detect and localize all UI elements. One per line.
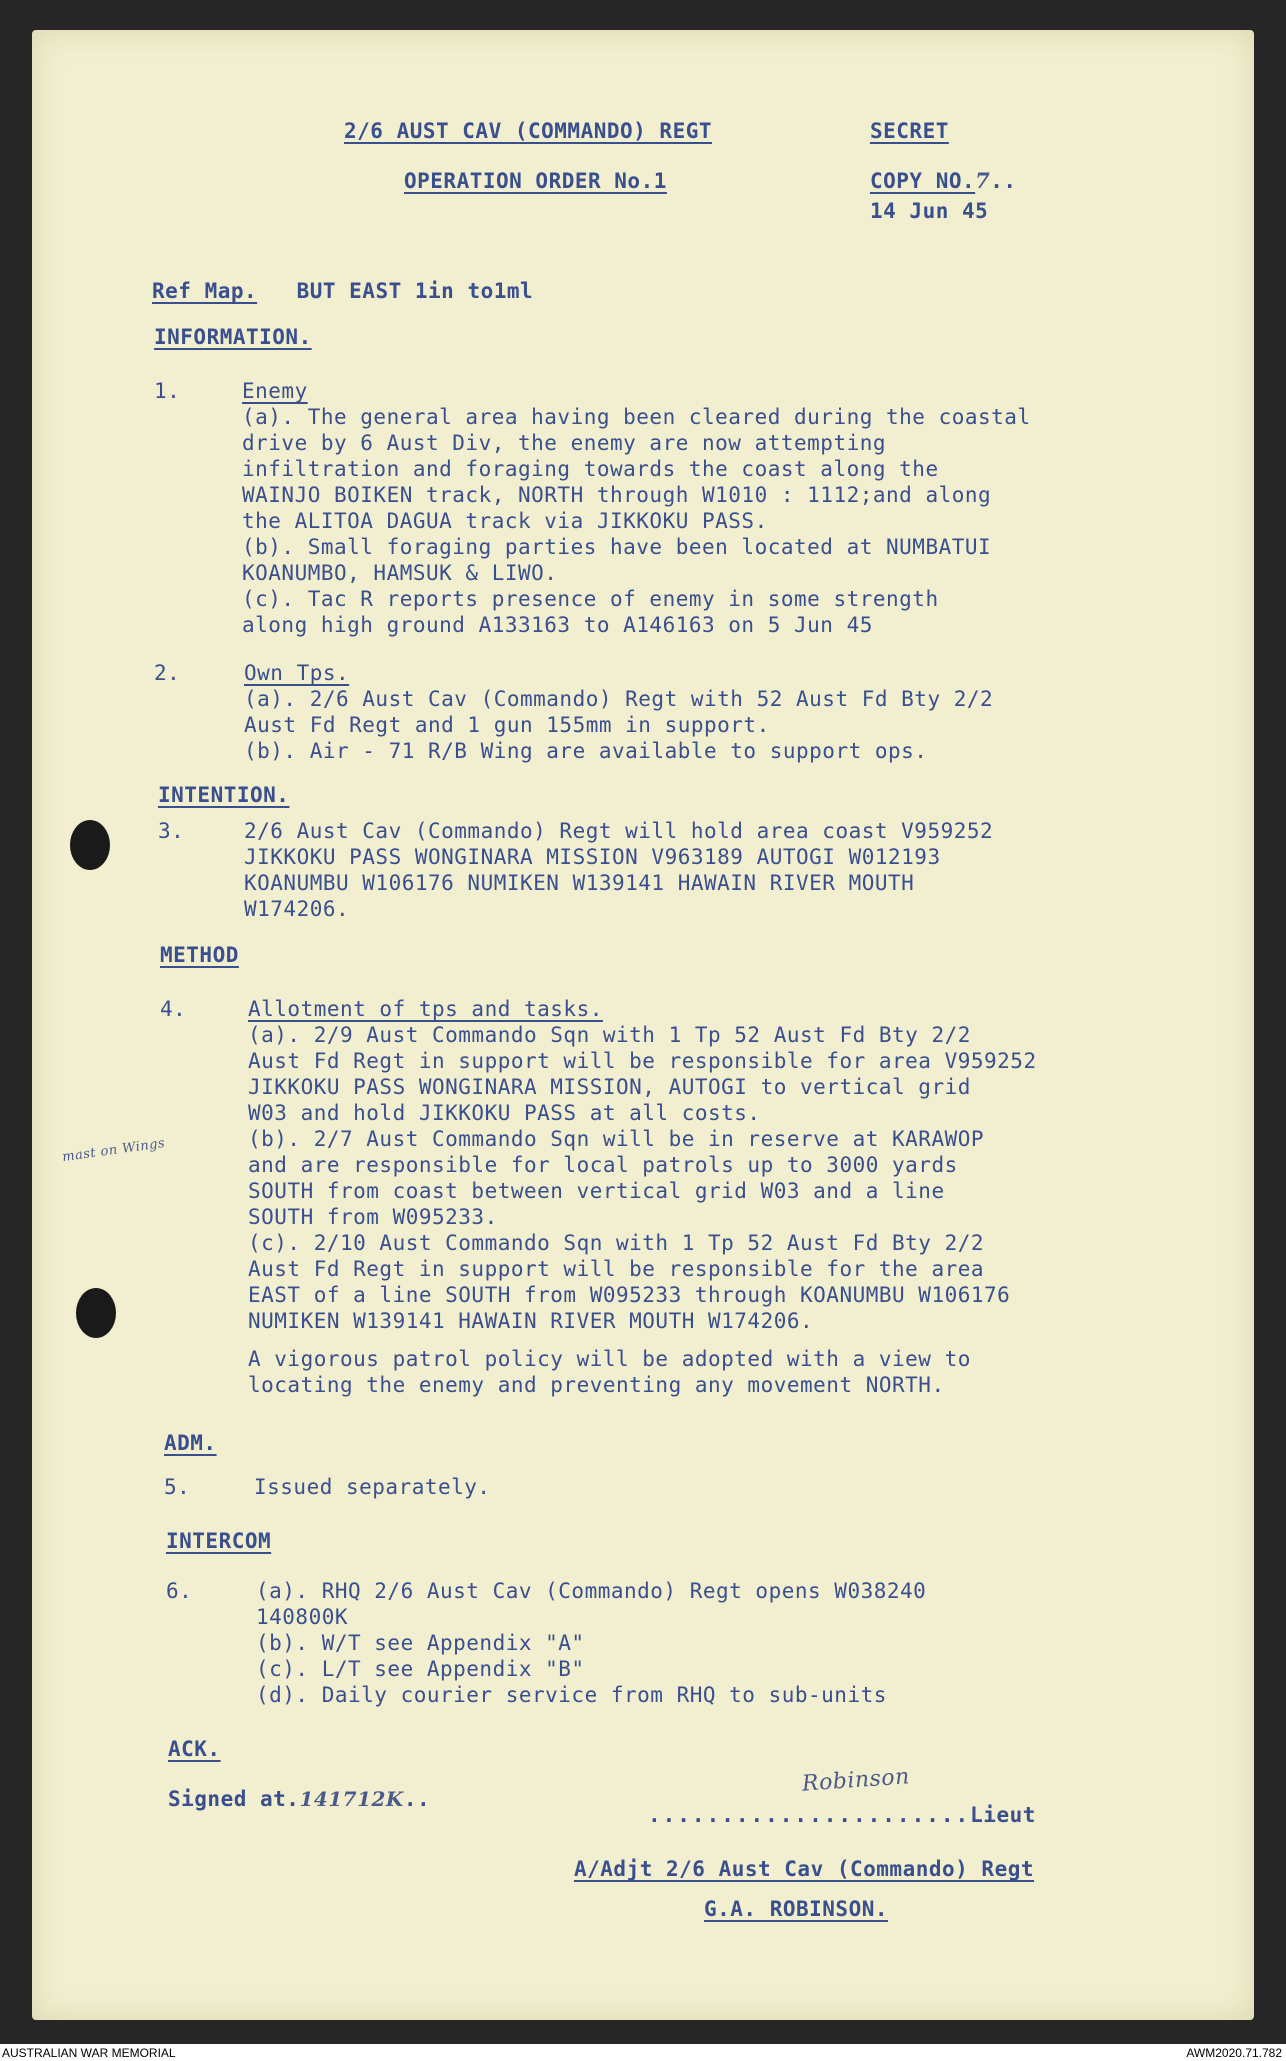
heading-intercom: INTERCOM <box>166 1529 272 1553</box>
signatory-name: G.A. ROBINSON. <box>704 1897 889 1921</box>
para-line: (c). L/T see Appendix "B" <box>256 1657 585 1681</box>
para-line: (a). 2/9 Aust Commando Sqn with 1 Tp 52 Aust Fd Bty 2/2 <box>248 1023 971 1047</box>
ref-map-value: BUT EAST 1in to1ml <box>296 279 534 303</box>
para-line: KOANUMBO, HAMSUK & LIWO. <box>242 561 558 585</box>
para-number: 5. <box>164 1475 191 1499</box>
para-line: drive by 6 Aust Div, the enemy are now attempting <box>242 431 887 455</box>
signature-dots: ...................... <box>648 1803 971 1827</box>
para-line: W03 and hold JIKKOKU PASS at all costs. <box>248 1101 761 1125</box>
archive-footer <box>0 2044 1286 2061</box>
para-line: (b). Air - 71 R/B Wing are available to support ops. <box>244 739 928 763</box>
para-line: EAST of a line SOUTH from W095233 through KOANUMBU W106176 <box>248 1283 1011 1307</box>
para-line: locating the enemy and preventing any movement NORTH. <box>248 1373 945 1397</box>
para-title: Allotment of tps and tasks. <box>248 997 603 1021</box>
copy-no-value: 7 <box>975 168 991 193</box>
para-line: (c). 2/10 Aust Commando Sqn with 1 Tp 52 Aust Fd Bty 2/2 <box>248 1231 985 1255</box>
para-line: (b). W/T see Appendix "A" <box>256 1631 585 1655</box>
footer-left: AUSTRALIAN WAR MEMORIAL <box>2 2046 176 2060</box>
para-line: NUMIKEN W139141 HAWAIN RIVER MOUTH W174206. <box>248 1309 814 1333</box>
unit-title: 2/6 AUST CAV (COMMANDO) REGT <box>344 119 713 143</box>
para-line: Aust Fd Regt and 1 gun 155mm in support. <box>244 713 770 737</box>
signed-at: Signed at.141712K.. <box>168 1787 431 1811</box>
para-line: Aust Fd Regt in support will be responsible for area V959252 <box>248 1049 1037 1073</box>
margin-note: mast on Wings <box>61 1135 167 1166</box>
heading-intention: INTENTION. <box>158 783 290 807</box>
punch-hole <box>70 820 110 870</box>
handwritten-signature: Robinson <box>801 1764 911 1797</box>
para-line: (b). 2/7 Aust Commando Sqn will be in reserve at KARAWOP <box>248 1127 985 1151</box>
order-title: OPERATION ORDER No.1 <box>404 169 667 193</box>
copy-number: COPY NO.7.. <box>870 168 1017 193</box>
para-line: (d). Daily courier service from RHQ to sub-units <box>256 1683 887 1707</box>
footer-right: AWM2020.71.782 <box>1186 2046 1282 2060</box>
para-line: the ALITOA DAGUA track via JIKKOKU PASS. <box>242 509 768 533</box>
para-line: (a). The general area having been cleared during the coastal <box>242 405 1031 429</box>
para-number: 6. <box>166 1579 193 1603</box>
heading-method: METHOD <box>160 943 239 967</box>
para-number: 2. <box>154 661 181 685</box>
para-number: 4. <box>160 997 187 1021</box>
para-number: 3. <box>158 819 185 843</box>
punch-hole <box>76 1288 116 1338</box>
document-page <box>32 30 1254 2020</box>
heading-ack: ACK. <box>168 1737 221 1761</box>
copy-no-label: COPY NO. <box>870 169 976 193</box>
heading-information: INFORMATION. <box>154 325 312 349</box>
para-line: infiltration and foraging towards the coast along the <box>242 457 939 481</box>
para-line: Issued separately. <box>254 1475 491 1499</box>
para-line: 140800K <box>256 1605 349 1629</box>
para-line: WAINJO BOIKEN track, NORTH through W1010 : 1112;and along <box>242 483 992 507</box>
para-line: (a). 2/6 Aust Cav (Commando) Regt with 52 Aust Fd Bty 2/2 <box>244 687 994 711</box>
para-line: Aust Fd Regt in support will be responsible for the area <box>248 1257 985 1281</box>
para-line: (b). Small foraging parties have been located at NUMBATUI <box>242 535 992 559</box>
para-number: 1. <box>154 379 181 403</box>
para-line: (c). Tac R reports presence of enemy in some strength <box>242 587 939 611</box>
signature-rank: Lieut <box>970 1803 1036 1827</box>
order-date: 14 Jun 45 <box>870 199 989 223</box>
signature-line <box>648 1802 1036 1828</box>
heading-adm: ADM. <box>164 1431 217 1455</box>
signed-at-value: 141712K <box>299 1787 404 1811</box>
signatory-appointment: A/Adjt 2/6 Aust Cav (Commando) Regt <box>574 1857 1035 1881</box>
para-line: W174206. <box>244 897 350 921</box>
para-line: JIKKOKU PASS WONGINARA MISSION, AUTOGI to vertical grid <box>248 1075 971 1099</box>
para-line: and are responsible for local patrols up to 3000 yards <box>248 1153 958 1177</box>
para-line: (a). RHQ 2/6 Aust Cav (Commando) Regt opens W038240 <box>256 1579 927 1603</box>
para-line: KOANUMBU W106176 NUMIKEN W139141 HAWAIN RIVER MOUTH <box>244 871 915 895</box>
para-line: 2/6 Aust Cav (Commando) Regt will hold area coast V959252 <box>244 819 994 843</box>
para-line: SOUTH from W095233. <box>248 1205 498 1229</box>
para-line: A vigorous patrol policy will be adopted with a view to <box>248 1347 971 1371</box>
para-line: SOUTH from coast between vertical grid W03 and a line <box>248 1179 945 1203</box>
para-title: Own Tps. <box>244 661 350 685</box>
ref-map <box>152 278 533 304</box>
ref-map-label: Ref Map. <box>152 279 258 303</box>
para-line: along high ground A133163 to A146163 on 5 Jun 45 <box>242 613 873 637</box>
classification: SECRET <box>870 119 949 143</box>
para-title: Enemy <box>242 379 308 403</box>
signed-at-label: Signed at. <box>168 1787 300 1811</box>
para-line: JIKKOKU PASS WONGINARA MISSION V963189 AUTOGI W012193 <box>244 845 941 869</box>
